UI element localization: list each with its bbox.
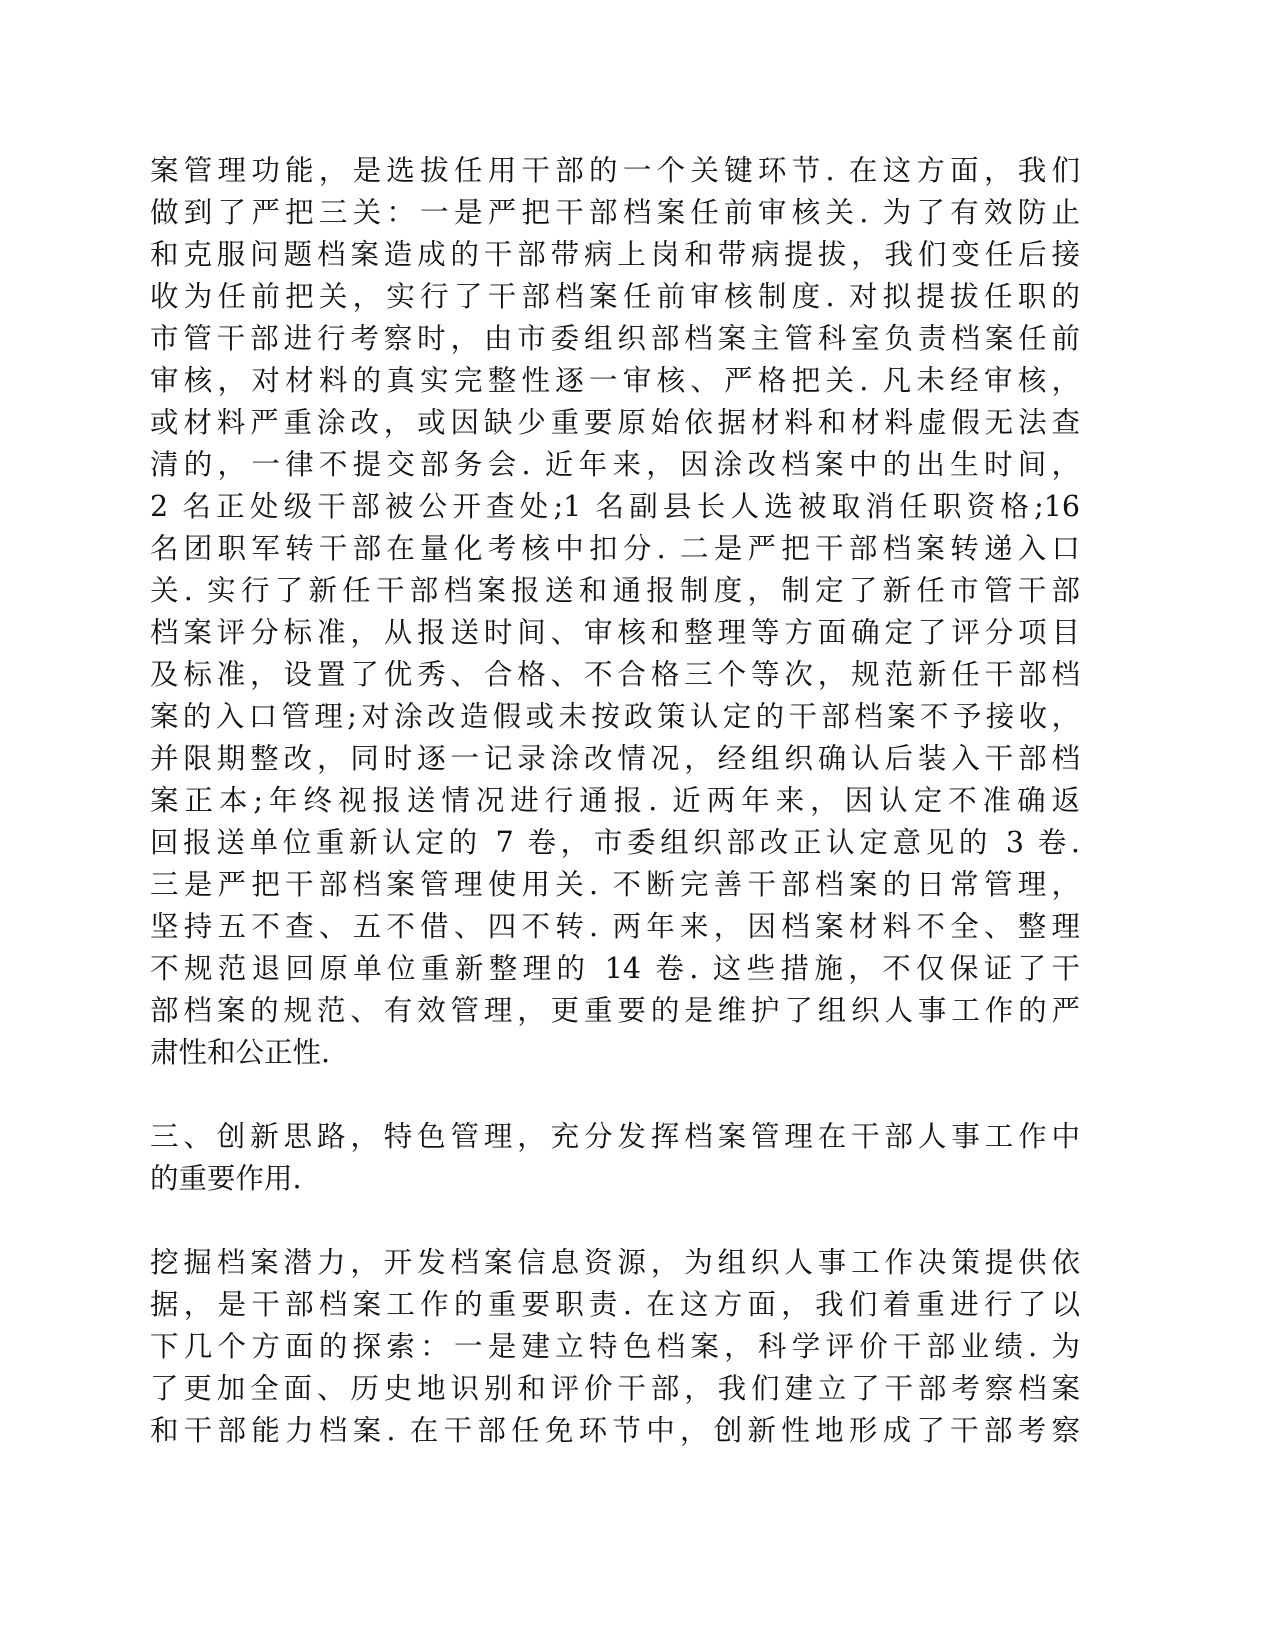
text-line: 关. 实行了新任干部档案报送和通报制度，制定了新任市管干部 — [150, 574, 1080, 607]
text-line: 据，是干部档案工作的重要职责. 在这方面，我们着重进行了以 — [150, 1288, 1080, 1321]
text-line: 和克服问题档案造成的干部带病上岗和带病提拔，我们变任后接 — [150, 238, 1080, 271]
text-line: 名团职军转干部在量化考核中扣分. 二是严把干部档案转递入口 — [150, 532, 1080, 565]
text-line: 2 名正处级干部被公开查处;1 名副县长人选被取消任职资格;16 — [150, 490, 1080, 523]
text-line: 及标准，设置了优秀、合格、不合格三个等次，规范新任干部档 — [150, 658, 1080, 691]
text-line: 审核，对材料的真实完整性逐一审核、严格把关. 凡未经审核， — [150, 364, 1080, 397]
text-line: 清的，一律不提交部务会. 近年来，因涂改档案中的出生时间， — [150, 448, 1080, 481]
text-line: 做到了严把三关：一是严把干部档案任前审核关. 为了有效防止 — [150, 196, 1080, 229]
text-line: 了更加全面、历史地识别和评价干部，我们建立了干部考察档案 — [150, 1372, 1080, 1405]
text-line: 不规范退回原单位重新整理的 14 卷. 这些措施，不仅保证了干 — [150, 952, 1080, 985]
text-line: 市管干部进行考察时，由市委组织部档案主管科室负责档案任前 — [150, 322, 1080, 355]
text-line: 肃性和公正性. — [150, 1036, 331, 1069]
text-line: 挖掘档案潜力，开发档案信息资源，为组织人事工作决策提供依 — [150, 1246, 1080, 1279]
paragraph-1 — [150, 150, 1080, 1074]
text-line: 下几个方面的探索：一是建立特色档案，科学评价干部业绩. 为 — [150, 1330, 1080, 1363]
text-line: 或材料严重涂改，或因缺少重要原始依据材料和材料虚假无法查 — [150, 406, 1080, 439]
document-page — [150, 150, 1080, 1452]
paragraph-spacer — [150, 1200, 1080, 1242]
paragraph-3 — [150, 1242, 1080, 1452]
text-line: 收为任前把关，实行了干部档案任前审核制度. 对拟提拔任职的 — [150, 280, 1080, 313]
text-line: 坚持五不查、五不借、四不转. 两年来，因档案材料不全、整理 — [150, 910, 1080, 943]
heading-line: 的重要作用. — [150, 1162, 302, 1195]
text-line: 回报送单位重新认定的 7 卷，市委组织部改正认定意见的 3 卷. — [150, 826, 1080, 859]
text-line: 档案评分标准，从报送时间、审核和整理等方面确定了评分项目 — [150, 616, 1080, 649]
heading-line: 三、创新思路，特色管理，充分发挥档案管理在干部人事工作中 — [150, 1120, 1080, 1153]
text-line: 三是严把干部档案管理使用关. 不断完善干部档案的日常管理， — [150, 868, 1080, 901]
section-heading — [150, 1116, 1080, 1200]
text-line: 和干部能力档案. 在干部任免环节中，创新性地形成了干部考察 — [150, 1414, 1080, 1447]
text-line: 部档案的规范、有效管理，更重要的是维护了组织人事工作的严 — [150, 994, 1080, 1027]
paragraph-spacer — [150, 1074, 1080, 1116]
text-line: 并限期整改，同时逐一记录涂改情况，经组织确认后装入干部档 — [150, 742, 1080, 775]
text-line: 案的入口管理;对涂改造假或未按政策认定的干部档案不予接收， — [150, 700, 1080, 733]
text-line: 案管理功能，是选拔任用干部的一个关键环节. 在这方面，我们 — [150, 154, 1080, 187]
text-line: 案正本;年终视报送情况进行通报. 近两年来，因认定不准确返 — [150, 784, 1080, 817]
